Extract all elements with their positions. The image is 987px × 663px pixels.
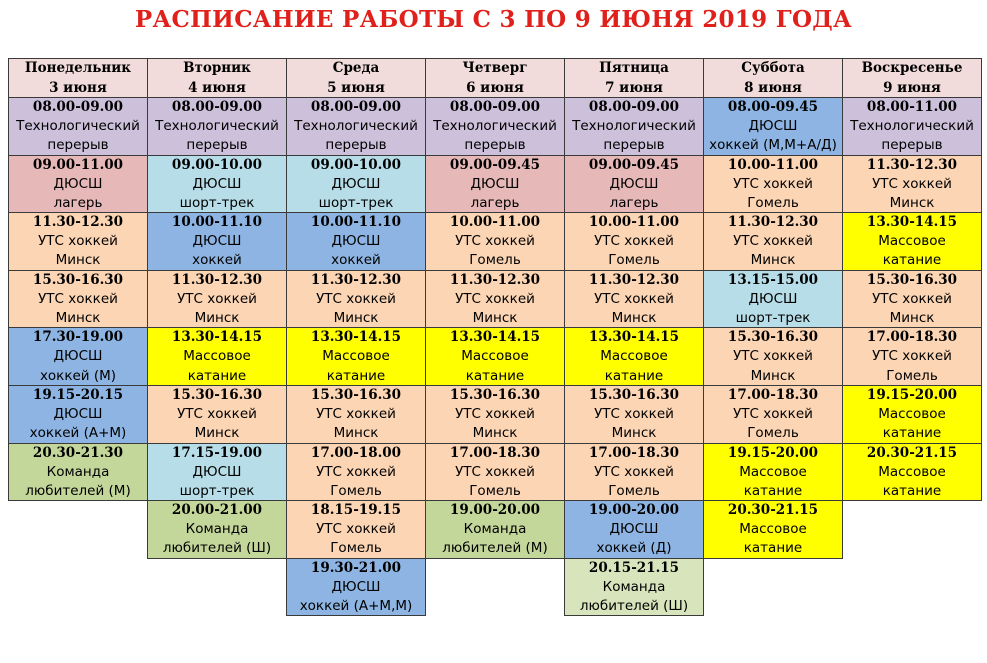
- slot-detail: шорт-трек: [179, 194, 255, 211]
- slot-detail: Минск: [194, 425, 240, 442]
- slot-activity: УТС хоккей: [38, 233, 118, 250]
- slot-activity: Технологический: [850, 118, 974, 134]
- schedule-slot: [703, 327, 843, 386]
- slot-activity: Массовое: [461, 348, 529, 365]
- slot-time: 08.00-09.45: [727, 99, 819, 115]
- schedule-slot: [564, 270, 704, 329]
- slot-time: 11.30-12.30: [310, 271, 402, 288]
- slot-detail: хоккей (Д): [596, 540, 672, 557]
- day-column: [564, 58, 703, 616]
- day-name: Понедельник: [24, 60, 132, 76]
- slot-time: 13.30-14.15: [171, 329, 263, 346]
- slot-detail: хоккей (А+М,М): [299, 598, 413, 615]
- slot-time: 10.00-11.00: [727, 156, 819, 173]
- slot-activity: Технологический: [16, 118, 140, 134]
- day-name: Среда: [332, 60, 380, 76]
- day-column: [425, 58, 564, 559]
- slot-activity: УТС хоккей: [316, 405, 396, 422]
- schedule-slot: [286, 500, 426, 559]
- schedule-slot: [564, 443, 704, 502]
- schedule-slot: [703, 155, 843, 214]
- slot-activity: УТС хоккей: [733, 175, 813, 192]
- schedule-slot: [147, 500, 287, 559]
- slot-time: 20.15-21.15: [588, 559, 680, 576]
- slot-detail: шорт-трек: [318, 194, 394, 211]
- day-column: [286, 58, 425, 616]
- slot-activity: УТС хоккей: [872, 290, 952, 307]
- slot-activity: УТС хоккей: [733, 233, 813, 250]
- schedule-slot: [8, 385, 148, 444]
- slot-detail: шорт-трек: [179, 482, 255, 499]
- slot-detail: лагерь: [470, 194, 520, 211]
- slot-detail: Минск: [472, 425, 518, 442]
- slot-activity: ДЮСШ: [331, 233, 381, 250]
- schedule-slot: [147, 212, 287, 271]
- slot-detail: Гомель: [608, 252, 660, 269]
- day-date: 8 июня: [744, 80, 802, 96]
- slot-time: 17.15-19.00: [171, 444, 263, 461]
- day-header: [564, 58, 704, 98]
- slot-time: 20.30-21.15: [866, 444, 958, 461]
- slot-detail: катание: [326, 367, 386, 384]
- slot-time: 10.00-11.10: [171, 214, 263, 231]
- slot-time: 15.30-16.30: [727, 329, 819, 346]
- slot-detail: катание: [882, 482, 942, 499]
- slot-time: 17.00-18.00: [310, 444, 402, 461]
- slot-detail: любителей (М): [442, 540, 548, 557]
- slot-activity: Технологический: [294, 118, 418, 134]
- day-header: [425, 58, 565, 98]
- slot-time: 09.00-10.00: [310, 156, 402, 173]
- slot-time: 09.00-10.00: [171, 156, 263, 173]
- slot-activity: Массовое: [739, 521, 807, 538]
- schedule-slot: [8, 327, 148, 386]
- slot-activity: ДЮСШ: [609, 175, 659, 192]
- slot-time: 11.30-12.30: [32, 214, 124, 231]
- schedule-slot: [564, 558, 704, 617]
- slot-detail: перерыв: [47, 137, 109, 154]
- schedule-slot: [703, 97, 843, 156]
- schedule-slot: [147, 155, 287, 214]
- slot-detail: любителей (М): [25, 482, 131, 499]
- slot-detail: перерыв: [325, 137, 387, 154]
- slot-activity: УТС хоккей: [872, 348, 952, 365]
- slot-time: 08.00-11.00: [866, 99, 958, 115]
- slot-detail: катание: [882, 252, 942, 269]
- schedule-slot: [564, 155, 704, 214]
- slot-time: 17.30-19.00: [32, 329, 124, 346]
- slot-time: 19.00-20.00: [588, 502, 680, 519]
- slot-detail: хоккей: [192, 252, 242, 269]
- slot-detail: Гомель: [886, 367, 938, 384]
- slot-detail: Минск: [55, 310, 101, 327]
- schedule-slot: [147, 443, 287, 502]
- slot-activity: ДЮСШ: [331, 578, 381, 595]
- slot-time: 09.00-09.45: [588, 156, 680, 173]
- schedule-slot: [425, 327, 565, 386]
- schedule-slot: [703, 443, 843, 502]
- slot-activity: Массовое: [322, 348, 390, 365]
- slot-time: 17.00-18.30: [727, 386, 819, 403]
- slot-activity: УТС хоккей: [594, 233, 674, 250]
- slot-activity: Команда: [602, 578, 666, 595]
- schedule-slot: [8, 97, 148, 156]
- schedule-slot: [286, 212, 426, 271]
- slot-activity: ДЮСШ: [53, 175, 103, 192]
- slot-detail: Гомель: [330, 482, 382, 499]
- slot-activity: Команда: [463, 521, 527, 538]
- slot-time: 13.30-14.15: [588, 329, 680, 346]
- slot-activity: ДЮСШ: [192, 233, 242, 250]
- slot-activity: УТС хоккей: [177, 290, 257, 307]
- schedule-slot: [8, 212, 148, 271]
- slot-detail: перерыв: [186, 137, 248, 154]
- schedule-slot: [842, 212, 982, 271]
- slot-time: 09.00-11.00: [32, 156, 124, 173]
- slot-time: 11.30-12.30: [449, 271, 541, 288]
- slot-time: 11.30-12.30: [866, 156, 958, 173]
- day-header: [703, 58, 843, 98]
- slot-time: 17.00-18.30: [866, 329, 958, 346]
- day-column: [703, 58, 842, 559]
- day-header: [286, 58, 426, 98]
- slot-detail: перерыв: [881, 137, 943, 154]
- day-column: [147, 58, 286, 559]
- schedule-slot: [703, 385, 843, 444]
- slot-activity: ДЮСШ: [748, 290, 798, 307]
- slot-detail: Минск: [750, 252, 796, 269]
- slot-time: 08.00-09.00: [449, 99, 541, 115]
- slot-activity: ДЮСШ: [609, 521, 659, 538]
- slot-detail: хоккей (М): [39, 367, 117, 384]
- slot-activity: УТС хоккей: [316, 463, 396, 480]
- schedule-slot: [842, 327, 982, 386]
- slot-time: 10.00-11.10: [310, 214, 402, 231]
- slot-time: 11.30-12.30: [171, 271, 263, 288]
- slot-activity: ДЮСШ: [192, 175, 242, 192]
- slot-time: 20.00-21.00: [171, 502, 263, 519]
- slot-detail: Гомель: [469, 252, 521, 269]
- slot-time: 20.30-21.15: [727, 502, 819, 519]
- schedule-slot: [286, 327, 426, 386]
- slot-time: 15.30-16.30: [171, 386, 263, 403]
- slot-activity: Технологический: [572, 118, 696, 134]
- slot-detail: перерыв: [603, 137, 665, 154]
- day-date: 6 июня: [466, 80, 524, 96]
- day-name: Воскресенье: [861, 60, 963, 76]
- schedule-slot: [425, 97, 565, 156]
- slot-time: 08.00-09.00: [588, 99, 680, 115]
- slot-time: 15.30-16.30: [32, 271, 124, 288]
- slot-activity: Команда: [185, 521, 249, 538]
- schedule-slot: [425, 385, 565, 444]
- slot-time: 19.15-20.15: [32, 386, 124, 403]
- slot-activity: УТС хоккей: [455, 233, 535, 250]
- slot-detail: любителей (Ш): [162, 540, 272, 557]
- slot-detail: перерыв: [464, 137, 526, 154]
- slot-detail: Минск: [55, 252, 101, 269]
- slot-activity: УТС хоккей: [872, 175, 952, 192]
- slot-detail: Минск: [750, 367, 796, 384]
- schedule-slot: [286, 155, 426, 214]
- slot-detail: Минск: [611, 310, 657, 327]
- schedule-slot: [564, 385, 704, 444]
- day-header: [147, 58, 287, 98]
- schedule-slot: [703, 500, 843, 559]
- schedule-slot: [425, 270, 565, 329]
- slot-time: 15.30-16.30: [866, 271, 958, 288]
- day-date: 4 июня: [188, 80, 246, 96]
- slot-detail: катание: [882, 425, 942, 442]
- slot-detail: катание: [743, 482, 803, 499]
- schedule-slot: [564, 212, 704, 271]
- slot-detail: катание: [604, 367, 664, 384]
- slot-activity: ДЮСШ: [748, 118, 798, 134]
- slot-time: 13.15-15.00: [727, 271, 819, 288]
- slot-detail: любителей (Ш): [579, 598, 689, 615]
- day-name: Вторник: [183, 60, 251, 76]
- schedule-slot: [8, 270, 148, 329]
- slot-time: 13.30-14.15: [449, 329, 541, 346]
- schedule-slot: [703, 212, 843, 271]
- slot-activity: УТС хоккей: [594, 463, 674, 480]
- schedule-slot: [564, 327, 704, 386]
- schedule-slot: [286, 385, 426, 444]
- schedule-slot: [842, 97, 982, 156]
- slot-activity: Массовое: [878, 405, 946, 422]
- slot-time: 19.15-20.00: [727, 444, 819, 461]
- slot-time: 20.30-21.30: [32, 444, 124, 461]
- slot-activity: Массовое: [183, 348, 251, 365]
- slot-detail: Гомель: [747, 194, 799, 211]
- slot-activity: УТС хоккей: [455, 463, 535, 480]
- schedule-slot: [8, 443, 148, 502]
- schedule-slot: [425, 155, 565, 214]
- slot-activity: ДЮСШ: [192, 463, 242, 480]
- schedule-slot: [425, 500, 565, 559]
- day-name: Пятница: [599, 60, 669, 76]
- slot-time: 19.15-20.00: [866, 386, 958, 403]
- slot-time: 10.00-11.00: [449, 214, 541, 231]
- slot-detail: хоккей: [331, 252, 381, 269]
- slot-time: 11.30-12.30: [588, 271, 680, 288]
- schedule-slot: [286, 558, 426, 617]
- slot-detail: лагерь: [609, 194, 659, 211]
- slot-time: 17.00-18.30: [588, 444, 680, 461]
- slot-activity: Массовое: [878, 463, 946, 480]
- slot-detail: шорт-трек: [735, 310, 811, 327]
- slot-time: 18.15-19.15: [310, 502, 402, 519]
- slot-activity: Массовое: [878, 233, 946, 250]
- slot-time: 11.30-12.30: [727, 214, 819, 231]
- schedule-slot: [147, 270, 287, 329]
- slot-detail: Минск: [889, 194, 935, 211]
- slot-activity: ДЮСШ: [53, 405, 103, 422]
- day-date: 7 июня: [605, 80, 663, 96]
- slot-activity: УТС хоккей: [733, 348, 813, 365]
- slot-detail: лагерь: [53, 194, 103, 211]
- slot-activity: Массовое: [600, 348, 668, 365]
- slot-detail: Гомель: [330, 540, 382, 557]
- schedule-slot: [564, 500, 704, 559]
- schedule-slot: [425, 212, 565, 271]
- schedule-slot: [286, 443, 426, 502]
- slot-time: 08.00-09.00: [32, 99, 124, 115]
- schedule-slot: [286, 270, 426, 329]
- slot-detail: хоккей (А+М): [29, 425, 127, 442]
- slot-detail: хоккей (М,М+А/Д): [709, 137, 837, 154]
- slot-activity: Технологический: [155, 118, 279, 134]
- day-date: 5 июня: [327, 80, 385, 96]
- slot-activity: УТС хоккей: [38, 290, 118, 307]
- slot-detail: Минск: [611, 425, 657, 442]
- slot-activity: УТС хоккей: [455, 290, 535, 307]
- slot-detail: Гомель: [469, 482, 521, 499]
- slot-activity: УТС хоккей: [733, 405, 813, 422]
- slot-activity: ДЮСШ: [331, 175, 381, 192]
- slot-time: 13.30-14.15: [310, 329, 402, 346]
- slot-detail: Минск: [333, 310, 379, 327]
- day-header: [8, 58, 148, 98]
- schedule-slot: [842, 385, 982, 444]
- schedule-slot: [842, 443, 982, 502]
- slot-time: 09.00-09.45: [449, 156, 541, 173]
- day-column: [8, 58, 147, 501]
- schedule-slot: [147, 327, 287, 386]
- slot-time: 19.30-21.00: [310, 559, 402, 576]
- schedule-slot: [147, 385, 287, 444]
- schedule-slot: [564, 97, 704, 156]
- slot-time: 08.00-09.00: [310, 99, 402, 115]
- slot-detail: Гомель: [747, 425, 799, 442]
- slot-activity: Массовое: [739, 463, 807, 480]
- slot-activity: ДЮСШ: [470, 175, 520, 192]
- schedule-slot: [286, 97, 426, 156]
- slot-time: 15.30-16.30: [449, 386, 541, 403]
- schedule-slot: [147, 97, 287, 156]
- slot-activity: УТС хоккей: [455, 405, 535, 422]
- slot-detail: катание: [743, 540, 803, 557]
- slot-detail: катание: [187, 367, 247, 384]
- schedule-slot: [425, 443, 565, 502]
- day-header: [842, 58, 982, 98]
- slot-time: 15.30-16.30: [310, 386, 402, 403]
- day-name: Четверг: [462, 60, 528, 76]
- slot-time: 08.00-09.00: [171, 99, 263, 115]
- slot-time: 17.00-18.30: [449, 444, 541, 461]
- slot-detail: катание: [465, 367, 525, 384]
- slot-detail: Минск: [333, 425, 379, 442]
- slot-detail: Минск: [472, 310, 518, 327]
- day-date: 3 июня: [49, 80, 107, 96]
- slot-detail: Минск: [889, 310, 935, 327]
- slot-activity: Команда: [46, 463, 110, 480]
- slot-time: 19.00-20.00: [449, 502, 541, 519]
- slot-activity: УТС хоккей: [316, 521, 396, 538]
- page-title: РАСПИСАНИЕ РАБОТЫ С 3 ПО 9 ИЮНЯ 2019 ГОДА: [134, 6, 853, 33]
- day-column: [842, 58, 981, 501]
- schedule-slot: [842, 270, 982, 329]
- slot-activity: УТС хоккей: [177, 405, 257, 422]
- day-date: 9 июня: [883, 80, 941, 96]
- slot-detail: Минск: [194, 310, 240, 327]
- slot-time: 10.00-11.00: [588, 214, 680, 231]
- slot-time: 15.30-16.30: [588, 386, 680, 403]
- schedule-slot: [703, 270, 843, 329]
- slot-time: 13.30-14.15: [866, 214, 958, 231]
- day-name: Суббота: [741, 60, 805, 76]
- slot-activity: Технологический: [433, 118, 557, 134]
- slot-detail: Гомель: [608, 482, 660, 499]
- slot-activity: УТС хоккей: [316, 290, 396, 307]
- schedule-slot: [8, 155, 148, 214]
- slot-activity: ДЮСШ: [53, 348, 103, 365]
- slot-activity: УТС хоккей: [594, 405, 674, 422]
- schedule-slot: [842, 155, 982, 214]
- slot-activity: УТС хоккей: [594, 290, 674, 307]
